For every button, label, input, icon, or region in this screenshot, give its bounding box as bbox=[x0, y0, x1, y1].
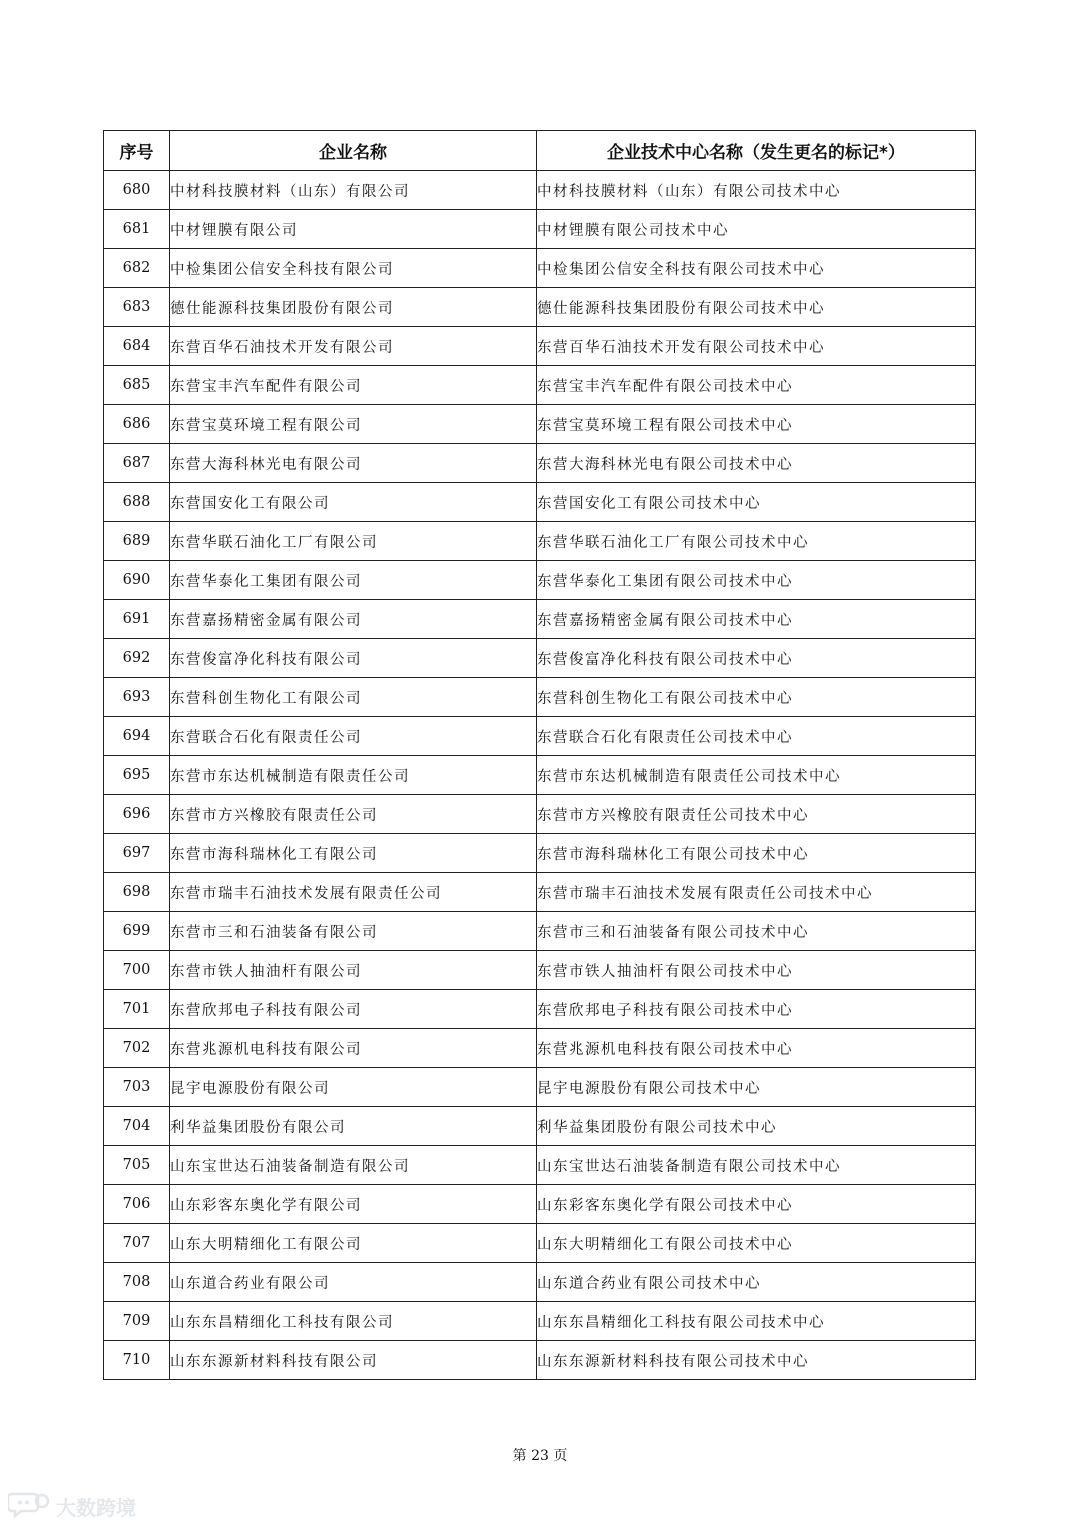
tech-center-name-cell: 东营欣邦电子科技有限公司技术中心 bbox=[537, 990, 976, 1029]
table-row bbox=[104, 1068, 976, 1107]
serial-number-cell: 690 bbox=[104, 561, 170, 600]
serial-number-cell: 700 bbox=[104, 951, 170, 990]
speech-bubble-logo-icon bbox=[8, 1490, 52, 1522]
company-name-cell: 山东大明精细化工有限公司 bbox=[170, 1224, 537, 1263]
company-name-cell: 山东彩客东奥化学有限公司 bbox=[170, 1185, 537, 1224]
table-row bbox=[104, 756, 976, 795]
tech-center-name-cell: 山东东昌精细化工科技有限公司技术中心 bbox=[537, 1302, 976, 1341]
table-row bbox=[104, 639, 976, 678]
company-name-cell: 东营市瑞丰石油技术发展有限责任公司 bbox=[170, 873, 537, 912]
company-name-cell: 东营兆源机电科技有限公司 bbox=[170, 1029, 537, 1068]
serial-number-cell: 683 bbox=[104, 288, 170, 327]
company-name-cell: 中材科技膜材料（山东）有限公司 bbox=[170, 171, 537, 210]
serial-number-cell: 694 bbox=[104, 717, 170, 756]
table-row bbox=[104, 171, 976, 210]
page-number: 第 23 页 bbox=[512, 1448, 568, 1464]
serial-number-cell: 691 bbox=[104, 600, 170, 639]
serial-number-cell: 710 bbox=[104, 1341, 170, 1380]
serial-number-cell: 698 bbox=[104, 873, 170, 912]
serial-number-cell: 689 bbox=[104, 522, 170, 561]
company-name-cell: 山东东昌精细化工科技有限公司 bbox=[170, 1302, 537, 1341]
serial-number-cell: 686 bbox=[104, 405, 170, 444]
header-serial: 序号 bbox=[104, 131, 170, 171]
serial-number-cell: 708 bbox=[104, 1263, 170, 1302]
tech-center-name-cell: 东营市三和石油装备有限公司技术中心 bbox=[537, 912, 976, 951]
tech-center-name-cell: 山东彩客东奥化学有限公司技术中心 bbox=[537, 1185, 976, 1224]
table-row bbox=[104, 678, 976, 717]
table-row bbox=[104, 1185, 976, 1224]
table-body bbox=[104, 171, 976, 1380]
tech-center-name-cell: 山东大明精细化工有限公司技术中心 bbox=[537, 1224, 976, 1263]
serial-number-cell: 699 bbox=[104, 912, 170, 951]
serial-number-cell: 681 bbox=[104, 210, 170, 249]
serial-number-cell: 706 bbox=[104, 1185, 170, 1224]
company-name-cell: 东营大海科林光电有限公司 bbox=[170, 444, 537, 483]
tech-center-name-cell: 东营市瑞丰石油技术发展有限责任公司技术中心 bbox=[537, 873, 976, 912]
table-row bbox=[104, 327, 976, 366]
company-name-cell: 东营欣邦电子科技有限公司 bbox=[170, 990, 537, 1029]
serial-number-cell: 702 bbox=[104, 1029, 170, 1068]
table-row bbox=[104, 1302, 976, 1341]
company-name-cell: 东营嘉扬精密金属有限公司 bbox=[170, 600, 537, 639]
enterprise-table bbox=[103, 130, 976, 1380]
company-name-cell: 山东宝世达石油装备制造有限公司 bbox=[170, 1146, 537, 1185]
table-row bbox=[104, 1029, 976, 1068]
table-row bbox=[104, 483, 976, 522]
serial-number-cell: 703 bbox=[104, 1068, 170, 1107]
serial-number-cell: 685 bbox=[104, 366, 170, 405]
serial-number-cell: 688 bbox=[104, 483, 170, 522]
table-row bbox=[104, 1107, 976, 1146]
tech-center-name-cell: 东营市东达机械制造有限责任公司技术中心 bbox=[537, 756, 976, 795]
table-row bbox=[104, 951, 976, 990]
tech-center-name-cell: 山东东源新材料科技有限公司技术中心 bbox=[537, 1341, 976, 1380]
table-header-row bbox=[104, 131, 976, 171]
watermark-text: 大数跨境 bbox=[56, 1495, 136, 1520]
tech-center-name-cell: 东营华泰化工集团有限公司技术中心 bbox=[537, 561, 976, 600]
company-name-cell: 中材锂膜有限公司 bbox=[170, 210, 537, 249]
tech-center-name-cell: 中检集团公信安全科技有限公司技术中心 bbox=[537, 249, 976, 288]
table-row bbox=[104, 561, 976, 600]
company-name-cell: 东营市东达机械制造有限责任公司 bbox=[170, 756, 537, 795]
tech-center-name-cell: 山东道合药业有限公司技术中心 bbox=[537, 1263, 976, 1302]
tech-center-name-cell: 东营市铁人抽油杆有限公司技术中心 bbox=[537, 951, 976, 990]
tech-center-name-cell: 东营市方兴橡胶有限责任公司技术中心 bbox=[537, 795, 976, 834]
company-name-cell: 昆宇电源股份有限公司 bbox=[170, 1068, 537, 1107]
tech-center-name-cell: 东营联合石化有限责任公司技术中心 bbox=[537, 717, 976, 756]
table-row bbox=[104, 990, 976, 1029]
tech-center-name-cell: 东营百华石油技术开发有限公司技术中心 bbox=[537, 327, 976, 366]
serial-number-cell: 696 bbox=[104, 795, 170, 834]
serial-number-cell: 705 bbox=[104, 1146, 170, 1185]
serial-number-cell: 697 bbox=[104, 834, 170, 873]
company-name-cell: 东营华泰化工集团有限公司 bbox=[170, 561, 537, 600]
table-row bbox=[104, 1224, 976, 1263]
tech-center-name-cell: 德仕能源科技集团股份有限公司技术中心 bbox=[537, 288, 976, 327]
tech-center-name-cell: 东营宝丰汽车配件有限公司技术中心 bbox=[537, 366, 976, 405]
serial-number-cell: 684 bbox=[104, 327, 170, 366]
tech-center-name-cell: 东营嘉扬精密金属有限公司技术中心 bbox=[537, 600, 976, 639]
company-name-cell: 山东道合药业有限公司 bbox=[170, 1263, 537, 1302]
company-name-cell: 东营国安化工有限公司 bbox=[170, 483, 537, 522]
tech-center-name-cell: 东营华联石油化工厂有限公司技术中心 bbox=[537, 522, 976, 561]
serial-number-cell: 687 bbox=[104, 444, 170, 483]
company-name-cell: 东营市方兴橡胶有限责任公司 bbox=[170, 795, 537, 834]
table-row bbox=[104, 1341, 976, 1380]
company-name-cell: 东营市三和石油装备有限公司 bbox=[170, 912, 537, 951]
table-row bbox=[104, 873, 976, 912]
table-row bbox=[104, 522, 976, 561]
company-name-cell: 东营宝丰汽车配件有限公司 bbox=[170, 366, 537, 405]
table-row bbox=[104, 1146, 976, 1185]
tech-center-name-cell: 东营市海科瑞林化工有限公司技术中心 bbox=[537, 834, 976, 873]
table-row bbox=[104, 600, 976, 639]
tech-center-name-cell: 东营俊富净化科技有限公司技术中心 bbox=[537, 639, 976, 678]
tech-center-name-cell: 利华益集团股份有限公司技术中心 bbox=[537, 1107, 976, 1146]
table-row bbox=[104, 834, 976, 873]
company-name-cell: 东营科创生物化工有限公司 bbox=[170, 678, 537, 717]
serial-number-cell: 701 bbox=[104, 990, 170, 1029]
company-name-cell: 东营华联石油化工厂有限公司 bbox=[170, 522, 537, 561]
table-row bbox=[104, 288, 976, 327]
serial-number-cell: 692 bbox=[104, 639, 170, 678]
table-row bbox=[104, 405, 976, 444]
company-name-cell: 东营市铁人抽油杆有限公司 bbox=[170, 951, 537, 990]
header-tech-center-name: 企业技术中心名称（发生更名的标记*） bbox=[537, 131, 976, 171]
table-row bbox=[104, 1263, 976, 1302]
company-name-cell: 山东东源新材料科技有限公司 bbox=[170, 1341, 537, 1380]
serial-number-cell: 680 bbox=[104, 171, 170, 210]
watermark-logo bbox=[8, 1490, 136, 1522]
table-row bbox=[104, 795, 976, 834]
tech-center-name-cell: 东营大海科林光电有限公司技术中心 bbox=[537, 444, 976, 483]
table-row bbox=[104, 366, 976, 405]
table-row bbox=[104, 912, 976, 951]
header-company-name: 企业名称 bbox=[170, 131, 537, 171]
company-name-cell: 利华益集团股份有限公司 bbox=[170, 1107, 537, 1146]
serial-number-cell: 704 bbox=[104, 1107, 170, 1146]
company-name-cell: 东营联合石化有限责任公司 bbox=[170, 717, 537, 756]
serial-number-cell: 682 bbox=[104, 249, 170, 288]
serial-number-cell: 695 bbox=[104, 756, 170, 795]
company-name-cell: 东营俊富净化科技有限公司 bbox=[170, 639, 537, 678]
tech-center-name-cell: 中材科技膜材料（山东）有限公司技术中心 bbox=[537, 171, 976, 210]
company-name-cell: 中检集团公信安全科技有限公司 bbox=[170, 249, 537, 288]
table-row bbox=[104, 210, 976, 249]
tech-center-name-cell: 东营科创生物化工有限公司技术中心 bbox=[537, 678, 976, 717]
table-row bbox=[104, 717, 976, 756]
tech-center-name-cell: 东营宝莫环境工程有限公司技术中心 bbox=[537, 405, 976, 444]
tech-center-name-cell: 昆宇电源股份有限公司技术中心 bbox=[537, 1068, 976, 1107]
company-name-cell: 东营百华石油技术开发有限公司 bbox=[170, 327, 537, 366]
tech-center-name-cell: 中材锂膜有限公司技术中心 bbox=[537, 210, 976, 249]
table-row bbox=[104, 444, 976, 483]
serial-number-cell: 709 bbox=[104, 1302, 170, 1341]
company-name-cell: 德仕能源科技集团股份有限公司 bbox=[170, 288, 537, 327]
company-name-cell: 东营市海科瑞林化工有限公司 bbox=[170, 834, 537, 873]
tech-center-name-cell: 东营兆源机电科技有限公司技术中心 bbox=[537, 1029, 976, 1068]
company-name-cell: 东营宝莫环境工程有限公司 bbox=[170, 405, 537, 444]
serial-number-cell: 693 bbox=[104, 678, 170, 717]
table-row bbox=[104, 249, 976, 288]
tech-center-name-cell: 山东宝世达石油装备制造有限公司技术中心 bbox=[537, 1146, 976, 1185]
serial-number-cell: 707 bbox=[104, 1224, 170, 1263]
tech-center-name-cell: 东营国安化工有限公司技术中心 bbox=[537, 483, 976, 522]
